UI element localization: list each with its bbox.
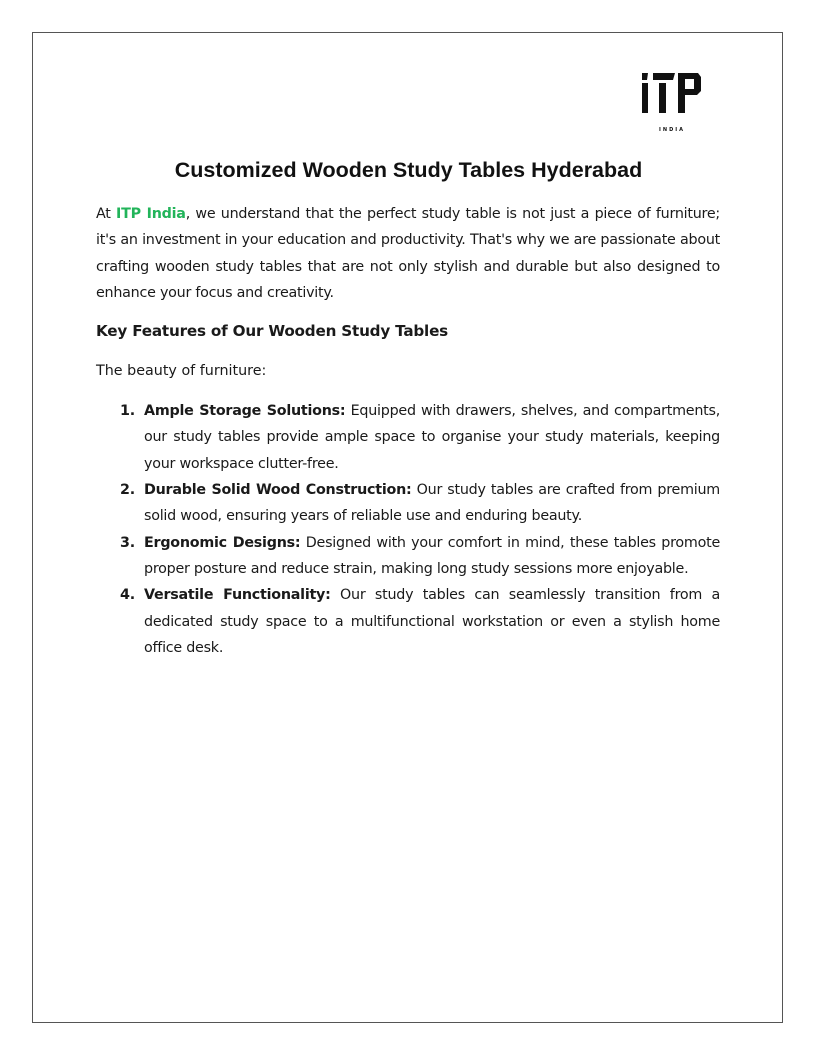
- features-list: [96, 398, 720, 661]
- list-item-term: Versatile Functionality:: [144, 587, 331, 604]
- list-item-term: Ample Storage Solutions:: [144, 403, 346, 420]
- list-item: [96, 398, 720, 477]
- list-item-number: 3.: [120, 534, 135, 551]
- section-heading: Key Features of Our Wooden Study Tables: [96, 322, 449, 341]
- document-page: [32, 32, 783, 1023]
- list-item-number: 4.: [120, 587, 135, 604]
- list-item-term: Ergonomic Designs:: [144, 534, 301, 551]
- list-item: [96, 477, 720, 530]
- lead-text: The beauty of furniture:: [96, 363, 267, 380]
- list-item-number: 2.: [120, 482, 135, 499]
- list-item-term: Durable Solid Wood Construction:: [144, 482, 412, 499]
- brand-name: ITP India: [116, 206, 186, 222]
- list-item: [96, 582, 720, 661]
- list-item-text: Equipped with drawers, shelves, and compartments, our study tables provide ample space to organise your study materials, keeping your workspace clutter-free.: [144, 403, 720, 472]
- intro-prefix: At: [96, 206, 117, 222]
- page-title: Customized Wooden Study Tables Hyderabad: [174, 158, 643, 182]
- list-item: [96, 530, 720, 583]
- intro-paragraph: [96, 201, 720, 306]
- list-item-number: 1.: [120, 403, 135, 420]
- itp-india-logo: [642, 71, 706, 133]
- list-item-text: Our study tables are crafted from premium solid wood, ensuring years of reliable use and enduring beauty.: [144, 482, 720, 525]
- document-body: [96, 201, 720, 661]
- logo-subtitle: INDIA: [659, 127, 685, 133]
- itp-logo-mark: [642, 71, 702, 115]
- intro-text: , we understand that the perfect study table is not just a piece of furniture; it's an investment in your education and productivity. That's why we are passionate about crafting wooden study tables that are not only stylish and durable but also designed to enhance your focus and creativity.: [96, 206, 720, 301]
- list-item-text: Our study tables can seamlessly transition from a dedicated study space to a multifunctional workstation or even a stylish home office desk.: [144, 587, 721, 656]
- list-item-text: Designed with your comfort in mind, these tables promote proper posture and reduce strain, making long study sessions more enjoyable.: [144, 534, 720, 577]
